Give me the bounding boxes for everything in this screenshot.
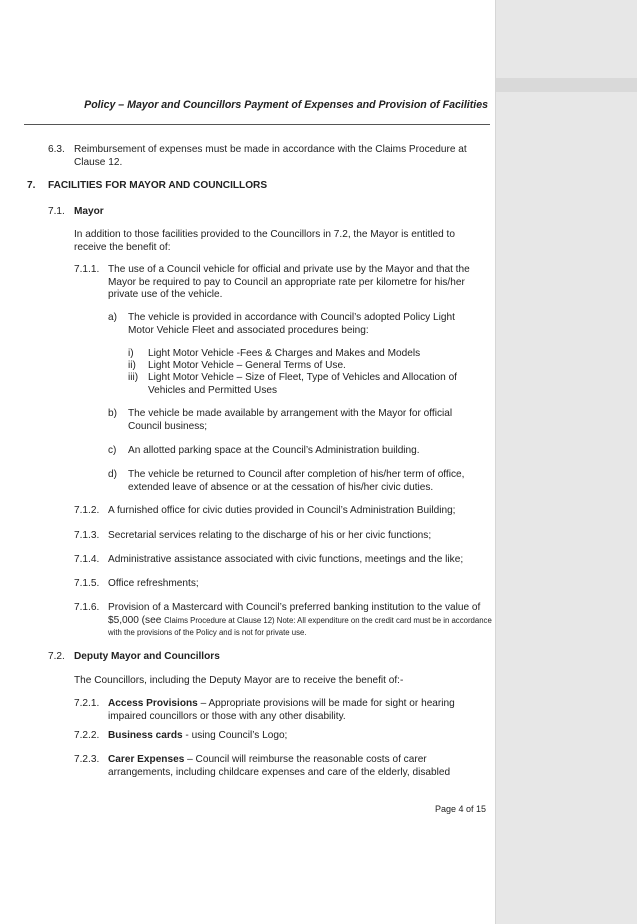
- clause-7-1-5-text: Office refreshments;: [108, 578, 199, 589]
- clause-7-1-3-text: Secretarial services relating to the discharge of his or her civic functions;: [108, 530, 432, 541]
- clause-7-1-2-number: 7.1.2.: [74, 505, 100, 516]
- section-7-number: 7.: [27, 180, 36, 191]
- clause-7-1-title: Mayor: [74, 206, 104, 217]
- clause-7-1-1-d-label: d): [108, 469, 117, 480]
- clause-7-2-1-body: – Appropriate provisions will be made for sight or hearing impaired councillors or those with any other disability.: [108, 698, 455, 722]
- clause-7-1-1-number: 7.1.1.: [74, 264, 100, 275]
- clause-7-1-5-number: 7.1.5.: [74, 578, 100, 589]
- clause-7-2-1-title: Access Provisions: [108, 698, 198, 709]
- clause-7-1-6-text: [108, 602, 492, 640]
- clause-7-1-1-a-text: The vehicle is provided in accordance with Council’s adopted Policy Light Motor Vehicle Fleet and associated procedures being:: [128, 312, 455, 336]
- clause-7-1-3-number: 7.1.3.: [74, 530, 100, 541]
- clause-7-1-1-c-text: An allotted parking space at the Council’s Administration building.: [128, 445, 420, 456]
- clause-7-1-1-b-text: The vehicle be made available by arrangement with the Mayor for official Council business;: [128, 408, 453, 432]
- clause-7-1-1-c-label: c): [108, 445, 117, 456]
- clause-7-1-4-text: Administrative assistance associated with civic functions, meetings and the like;: [108, 554, 464, 565]
- comment-pane: [495, 0, 637, 924]
- clause-7-1-2-text: A furnished office for civic duties provided in Council’s Administration Building;: [108, 505, 456, 516]
- roman-2-text: Light Motor Vehicle – General Terms of Use.: [148, 360, 346, 371]
- clause-7-2-3-title: Carer Expenses: [108, 754, 185, 765]
- clause-7-1-1-b-label: b): [108, 408, 117, 419]
- clause-7-1-4-number: 7.1.4.: [74, 554, 100, 565]
- page-header-title: Policy – Mayor and Councillors Payment of Expenses and Provision of Facilities: [84, 99, 488, 111]
- header-rule: [24, 124, 490, 125]
- clause-7-2-2-title: Business cards: [108, 730, 183, 741]
- clause-7-1-6-text-note: Claims Procedure at Clause 12) Note: All expenditure on the credit card must be in accordance with the provisions of the Policy and is not for private use.: [108, 615, 492, 638]
- comment-pane-header: [496, 78, 637, 92]
- clause-7-2-3-text: [108, 754, 480, 779]
- clause-7-2-title: Deputy Mayor and Councillors: [74, 651, 220, 662]
- clause-7-1-number: 7.1.: [48, 206, 65, 217]
- clause-7-2-3-body: – Council will reimburse the reasonable costs of carer arrangements, including childcare expenses and care of the elderly, disabled: [108, 754, 451, 778]
- clause-7-1-intro: In addition to those facilities provided to the Councillors in 7.2, the Mayor is entitled to receive the benefit of:: [74, 229, 455, 253]
- roman-2-label: ii): [128, 360, 136, 371]
- clause-7-1-6-text-main: Provision of a Mastercard with Council’s preferred banking institution to the value of $5,000 (see: [108, 602, 481, 626]
- clause-6-3-text: Reimbursement of expenses must be made in accordance with the Claims Procedure at Clause 12.: [74, 144, 467, 168]
- clause-7-1-6-number: 7.1.6.: [74, 602, 100, 613]
- clause-7-2-3-number: 7.2.3.: [74, 754, 100, 765]
- clause-6-3-number: 6.3.: [48, 144, 65, 155]
- clause-7-2-2-number: 7.2.2.: [74, 730, 100, 741]
- clause-7-2-2-text: [108, 730, 480, 743]
- clause-7-2-intro: The Councillors, including the Deputy Mayor are to receive the benefit of:-: [74, 675, 404, 686]
- clause-7-1-1-d-text: The vehicle be returned to Council after completion of his/her term of office, extended leave of absence or at the cessation of his/her civic duties.: [128, 469, 465, 493]
- clause-7-1-1-text: The use of a Council vehicle for official and private use by the Mayor and that the Mayor be required to pay to Council an appropriate rate per kilometre for his/her private use of the vehicle.: [108, 264, 470, 301]
- clause-7-2-2-body: - using Council’s Logo;: [182, 730, 288, 741]
- section-7-title: FACILITIES FOR MAYOR AND COUNCILLORS: [48, 180, 268, 191]
- clause-7-2-number: 7.2.: [48, 651, 65, 662]
- clause-7-1-1-a-label: a): [108, 312, 117, 323]
- page-number: Page 4 of 15: [434, 804, 486, 814]
- roman-3-text: Light Motor Vehicle – Size of Fleet, Type of Vehicles and Allocation of Vehicles and Permitted Uses: [148, 372, 457, 396]
- roman-3-label: iii): [128, 372, 139, 383]
- roman-1-text: Light Motor Vehicle -Fees & Charges and Makes and Models: [148, 348, 421, 359]
- roman-1-label: i): [128, 348, 134, 359]
- clause-7-2-1-text: [108, 698, 480, 723]
- clause-7-2-1-number: 7.2.1.: [74, 698, 100, 709]
